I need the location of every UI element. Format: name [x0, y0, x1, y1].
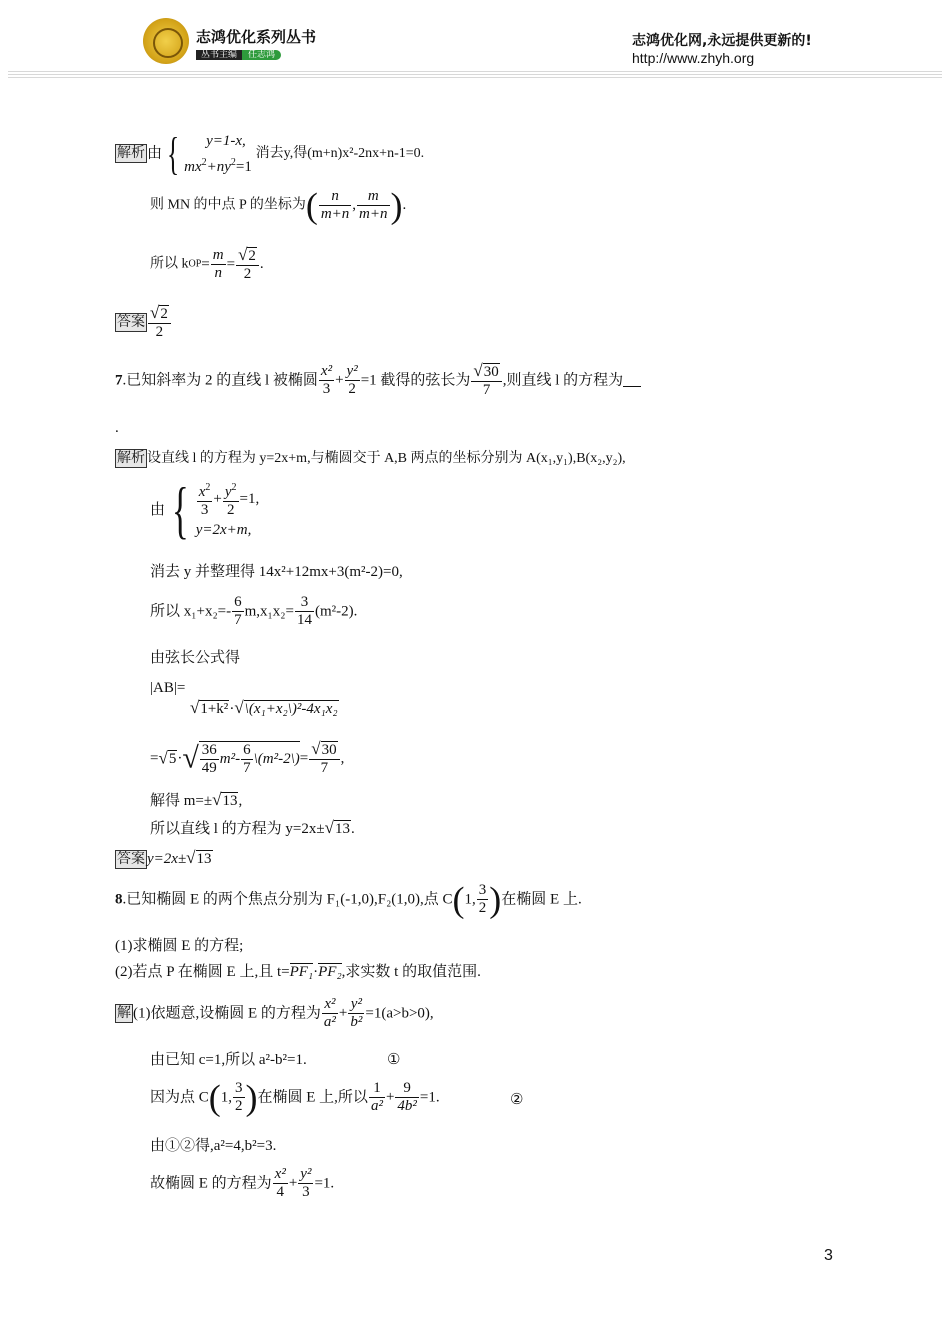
eq2c: =1	[235, 159, 252, 175]
num: 6	[234, 594, 242, 610]
den: 7	[243, 759, 251, 776]
den: b²	[350, 1014, 363, 1030]
equation-system: $\frac{x^2}{3}$ + $\frac{y^2}{2}$ =1, y=2x+m,	[196, 479, 260, 542]
radicand: 5	[168, 750, 177, 767]
text: (2)若点 P 在椭圆 E 上,且 t=	[115, 964, 290, 980]
fraction	[211, 247, 226, 282]
fraction	[241, 742, 253, 777]
q7-answer: 答案 y=2x±√13	[117, 848, 212, 867]
fraction	[369, 1080, 385, 1115]
q7-sol-line8: 解得 m=±√13,	[150, 790, 243, 809]
sub: OP	[188, 258, 202, 270]
q7-sol-line4	[150, 594, 357, 629]
fraction	[232, 594, 244, 629]
series-title: 志鸿优化系列丛书	[196, 28, 317, 46]
text: 消去y,得(m+n)x²-2nx+n-1=0.	[255, 146, 425, 161]
text: ,	[238, 793, 243, 809]
q7-sol-system	[150, 474, 260, 545]
den: 2	[478, 900, 487, 916]
den: 2	[348, 381, 356, 397]
fraction	[319, 188, 351, 223]
fraction	[395, 1080, 419, 1115]
q7-stem: 7.已知斜率为 2 的直线 l 被椭圆 $\frac{\text{x²}}{3}$ + $\frac{\text{y²}}{2}$ =1 截得的弦长为 $\frac{√30}{7}$ ,则直线 l 的方程为	[115, 362, 641, 399]
radicand: 2	[160, 306, 168, 322]
q7-sol-line6: |AB|= √1+k²·√\(x₁+x₂\)²-4x₁x₂	[150, 680, 338, 717]
den: 7	[320, 760, 329, 776]
den: 2	[155, 324, 164, 340]
num: n	[331, 188, 339, 204]
radicand: 1+k²	[200, 701, 229, 717]
blank[interactable]	[623, 374, 641, 387]
left-brace: {	[166, 128, 180, 179]
num: 3	[478, 882, 487, 898]
fraction: $\frac{x^2}{3}$	[197, 479, 213, 519]
den: 3	[322, 381, 331, 397]
text: 设直线 l 的方程为 y=2x+m,与椭圆交于 A,B 两点的坐标分别为 A(x₁,y₁),B(x₂,y₂),	[147, 451, 626, 466]
num: m	[212, 247, 224, 263]
den: a²	[323, 1014, 336, 1030]
text: ·	[229, 701, 235, 717]
den: 3	[302, 1184, 310, 1200]
text: 因为点 C	[150, 1089, 209, 1106]
circle-mark-2: ②	[510, 1092, 524, 1108]
text: ,求实数 t 的取值范围.	[341, 964, 481, 980]
radicand: 13	[196, 851, 212, 867]
fraction: $\frac{y^2}{2}$	[223, 479, 239, 519]
text: .已知椭圆 E 的两个焦点分别为 F₁(-1,0),F₂(1,0),点 C	[122, 891, 453, 908]
q8-sol-line1: 解 (1)依题意,设椭圆 E 的方程为 $\frac{\text{x²}}{\text{a²}}$ + $\frac{\text{y²}}{\text{b²}}$ =1(a>b>0),	[117, 996, 434, 1030]
text: 解得 m=±	[150, 793, 213, 809]
num: 6	[243, 741, 251, 758]
den: 2	[235, 1098, 243, 1114]
q7-sol-line1	[115, 448, 626, 469]
q8-sol-line4: 由①②得,a²=4,b²=3.	[150, 1138, 277, 1154]
den: m+n	[320, 206, 350, 222]
text: =1,	[239, 490, 260, 507]
text: .	[350, 821, 355, 837]
paren: )	[245, 1077, 258, 1118]
eq2b: +ny	[206, 159, 231, 175]
equation-system: y=1-x, $mx^2+ny^2=1$	[184, 133, 252, 175]
fraction	[295, 594, 314, 629]
text: 1,	[220, 1089, 233, 1106]
den: 49	[201, 759, 217, 776]
fraction: $\frac{√30}{7}$	[471, 362, 501, 399]
radicand: 30	[483, 364, 499, 380]
den: 4	[276, 1184, 284, 1200]
text: =	[150, 750, 159, 767]
text: ,则直线 l 的方程为	[502, 372, 624, 389]
fraction: $\frac{√2}{2}$	[236, 246, 259, 283]
den: 14	[296, 612, 312, 628]
text: 则 MN 的中点 P 的坐标为	[150, 197, 306, 213]
den: n	[214, 265, 222, 281]
text: =	[299, 750, 309, 767]
fraction	[273, 1166, 288, 1201]
analysis-tag: 解析	[117, 145, 145, 162]
num: 9	[395, 1080, 419, 1098]
editor-label: 丛书主编	[196, 50, 242, 60]
paren: (	[208, 1077, 221, 1118]
num: 36	[201, 741, 217, 758]
den: m+n	[359, 206, 388, 222]
answer-tag: 答案	[117, 851, 145, 867]
text: |AB|=	[150, 680, 186, 696]
num: x²	[274, 1166, 286, 1182]
paren: (	[305, 185, 318, 226]
num: 3	[235, 1080, 243, 1096]
text: =1.	[314, 1175, 335, 1192]
fraction	[348, 996, 364, 1031]
den: 7	[234, 612, 242, 628]
text: 故椭圆 E 的方程为	[150, 1175, 272, 1192]
answer-tag: 答案	[117, 314, 145, 330]
q6-answer	[115, 304, 172, 341]
text: =1 截得的弦长为	[360, 372, 471, 389]
fraction	[477, 882, 489, 917]
text: 由	[147, 145, 163, 162]
text: 所以 x₁+x₂=-	[150, 603, 232, 620]
question-number: 7	[115, 372, 123, 389]
den: 4b²	[397, 1098, 417, 1114]
num: y²	[300, 1166, 312, 1182]
text: 所以 k	[150, 256, 189, 272]
den: a²	[370, 1098, 383, 1114]
eq1: y=1-x,	[206, 133, 246, 149]
q8-part2	[115, 962, 481, 982]
text: 所以直线 l 的方程为 y=2x±	[150, 821, 325, 837]
q7-blank-end: .	[115, 420, 119, 436]
num: x²	[324, 996, 336, 1012]
text: ·	[313, 964, 319, 980]
paren: (	[452, 879, 465, 920]
den: 2	[243, 266, 252, 282]
den: 7	[482, 382, 491, 398]
analysis-tag: 解析	[117, 450, 145, 466]
fraction	[319, 363, 334, 398]
circle-mark-1: ①	[387, 1052, 401, 1068]
text: .已知斜率为 2 的直线 l 被椭圆	[122, 372, 318, 389]
header-rule	[8, 70, 942, 78]
text: =	[201, 256, 210, 273]
text: ,	[340, 750, 345, 767]
text: y=2x±	[147, 851, 187, 867]
text: ·	[177, 750, 183, 767]
num: 3	[295, 594, 314, 612]
fraction	[345, 363, 360, 398]
num: m	[367, 188, 379, 204]
question-number: 8	[115, 891, 123, 908]
q6-line3: 所以 kOP= $\frac{m}{n}$ = $\frac{√2}{2}$ .	[150, 245, 264, 282]
header-slogan: 志鸿优化网,永远提供更新的!	[632, 33, 812, 49]
text: 在椭圆 E 上.	[501, 891, 582, 908]
num: y²	[350, 996, 362, 1012]
radicand: 30	[321, 742, 337, 758]
radicand: \(x₁+x₂\)²-4x₁x₂	[244, 701, 338, 717]
fraction	[322, 996, 338, 1031]
left-brace: {	[171, 474, 189, 545]
header-url[interactable]: http://www.zhyh.org	[632, 50, 755, 66]
text: (1)依题意,设椭圆 E 的方程为	[133, 1005, 321, 1022]
editor-name: 任志鸿	[242, 50, 281, 60]
paren: )	[390, 185, 403, 226]
text: m²-	[219, 750, 241, 767]
eq2: y=2x+m,	[195, 522, 252, 539]
radicand: 13	[334, 821, 350, 837]
fraction	[298, 1166, 313, 1201]
q7-sol-line9: 所以直线 l 的方程为 y=2x±√13.	[150, 818, 355, 837]
solution-tag: 解	[117, 1005, 131, 1021]
q8-part1: (1)求椭圆 E 的方程;	[115, 938, 244, 954]
text: =1.	[419, 1089, 440, 1106]
text: \(m²-2\)	[253, 750, 300, 767]
text: (m²-2).	[314, 603, 358, 620]
fraction: $\frac{√2}{2}$	[148, 304, 171, 341]
q8-sol-line3: 因为点 C(1, $\frac{3}{2}$ )在椭圆 E 上,所以 $\frac{1}{\text{a²}}$ + $\frac{9}{\text{4b²}}$ =1.	[150, 1077, 440, 1118]
q6-line2: 则 MN 的中点 P 的坐标为( $\frac{n}{m+n}$ , $\frac{m}{m+n}$ ).	[150, 185, 407, 226]
num: x²	[320, 363, 333, 379]
header-logo-inner	[153, 28, 183, 58]
q7-sol-line3: 消去 y 并整理得 14x²+12mx+3(m²-2)=0,	[150, 564, 403, 580]
text: 由	[150, 502, 166, 518]
q8-sol-line5: 故椭圆 E 的方程为 $\frac{\text{x²}}{4}$ + $\frac{\text{y²}}{3}$ =1.	[150, 1166, 335, 1200]
text: =1(a>b>0),	[365, 1005, 434, 1022]
vector: PF₁	[289, 964, 314, 980]
fraction	[357, 188, 389, 223]
q7-sol-line5: 由弦长公式得	[150, 650, 241, 666]
num: y²	[346, 363, 358, 379]
q8-sol-line2	[150, 1050, 307, 1070]
fraction	[200, 742, 219, 777]
vector: PF₂	[318, 964, 342, 980]
page-number: 3	[824, 1247, 833, 1264]
radicand: 13	[222, 793, 238, 809]
paren: )	[489, 879, 502, 920]
q8-stem	[115, 879, 582, 920]
q7-sol-line7: =√5·√ $\frac{36}{49}$ m²- $\frac{6}{7}$ \(m²-2\)= $\frac{√30}{7}$ ,	[150, 739, 345, 776]
radicand: 2	[248, 248, 256, 264]
text: 在椭圆 E 上,所以	[257, 1089, 368, 1106]
fraction	[233, 1080, 245, 1115]
q6-line1	[115, 130, 424, 178]
text: 由已知 c=1,所以 a²-b²=1.	[150, 1052, 307, 1068]
editor-badge	[196, 48, 281, 62]
text: m,x₁x₂=	[244, 603, 294, 620]
eq2a: mx	[184, 159, 202, 175]
fraction: $\frac{√30}{7}$	[309, 740, 339, 777]
text: =	[226, 256, 236, 273]
text: 1,	[464, 891, 476, 908]
num: 1	[369, 1080, 385, 1098]
